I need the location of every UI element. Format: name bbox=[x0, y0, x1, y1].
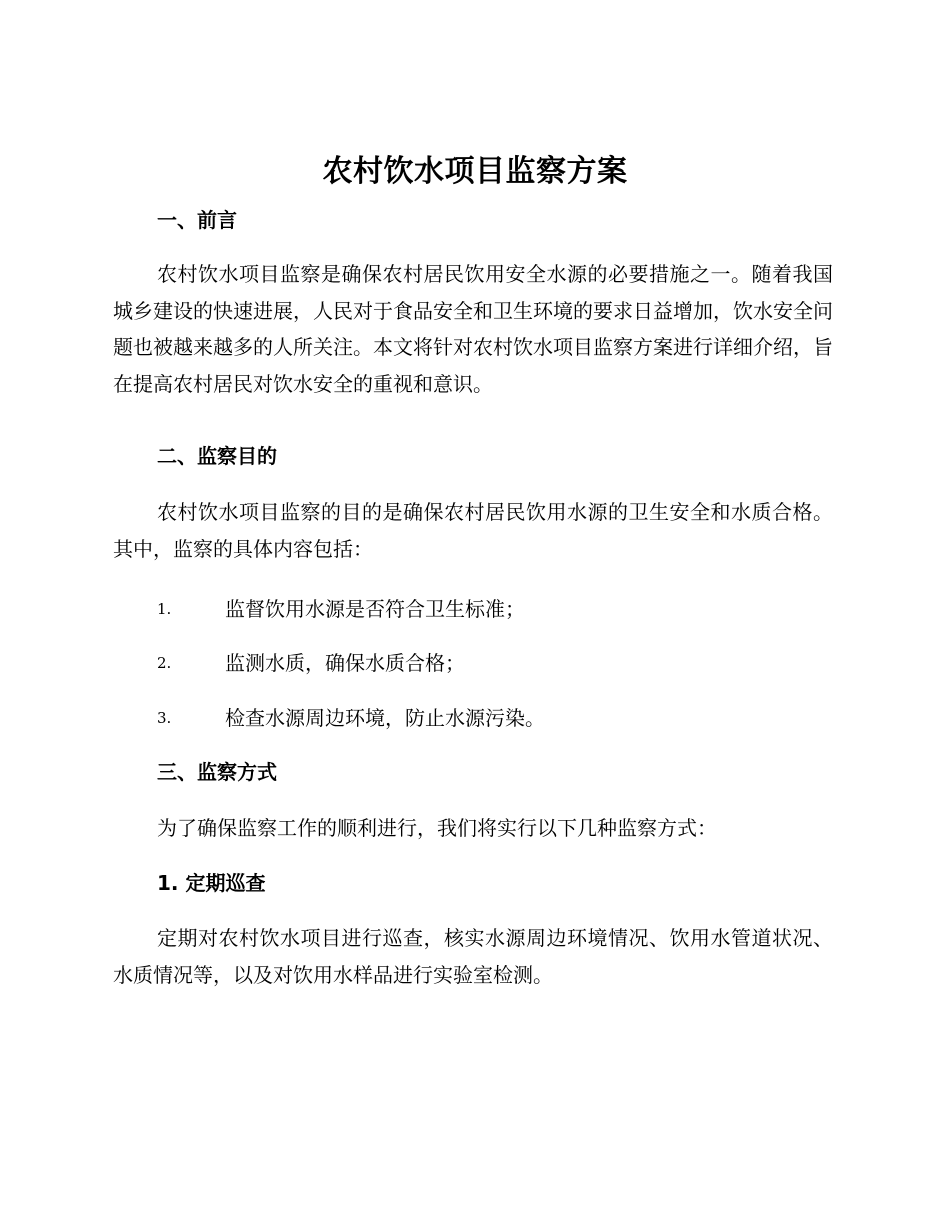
subsection-heading-inspection: 1. 定期巡查 bbox=[157, 871, 266, 895]
list-item bbox=[157, 703, 837, 733]
list-item-text: 监督饮用水源是否符合卫生标准； bbox=[225, 597, 525, 621]
list-item bbox=[157, 594, 837, 624]
purpose-paragraph: 农村饮水项目监察的目的是确保农村居民饮用水源的卫生安全和水质合格。其中，监察的具体内容包括： bbox=[113, 500, 833, 561]
preface-paragraph: 农村饮水项目监察是确保农村居民饮用安全水源的必要措施之一。随着我国城乡建设的快速进展，人民对于食品安全和卫生环境的要求日益增加，饮水安全问题也被越来越多的人所关注。本文将针对农村饮水项目监察方案进行详细介绍，旨在提高农村居民对饮水安全的重视和意识。 bbox=[113, 262, 833, 396]
section-heading-purpose: 二、监察目的 bbox=[157, 444, 277, 468]
list-item-number: 1. bbox=[157, 600, 172, 618]
section-heading-preface: 一、前言 bbox=[157, 208, 237, 232]
inspection-paragraph: 定期对农村饮水项目进行巡查，核实水源周边环境情况、饮用水管道状况、水质情况等，以及对饮用水样品进行实验室检测。 bbox=[113, 926, 833, 987]
list-item-number: 2. bbox=[157, 654, 172, 672]
list-item-text: 监测水质，确保水质合格； bbox=[225, 651, 465, 675]
document-title: 农村饮水项目监察方案 bbox=[322, 154, 628, 189]
list-item-number: 3. bbox=[157, 709, 172, 727]
list-item-text: 检查水源周边环境，防止水源污染。 bbox=[225, 706, 545, 730]
section-heading-methods: 三、监察方式 bbox=[157, 760, 277, 784]
methods-paragraph: 为了确保监察工作的顺利进行，我们将实行以下几种监察方式： bbox=[157, 816, 717, 840]
list-item bbox=[157, 648, 837, 678]
